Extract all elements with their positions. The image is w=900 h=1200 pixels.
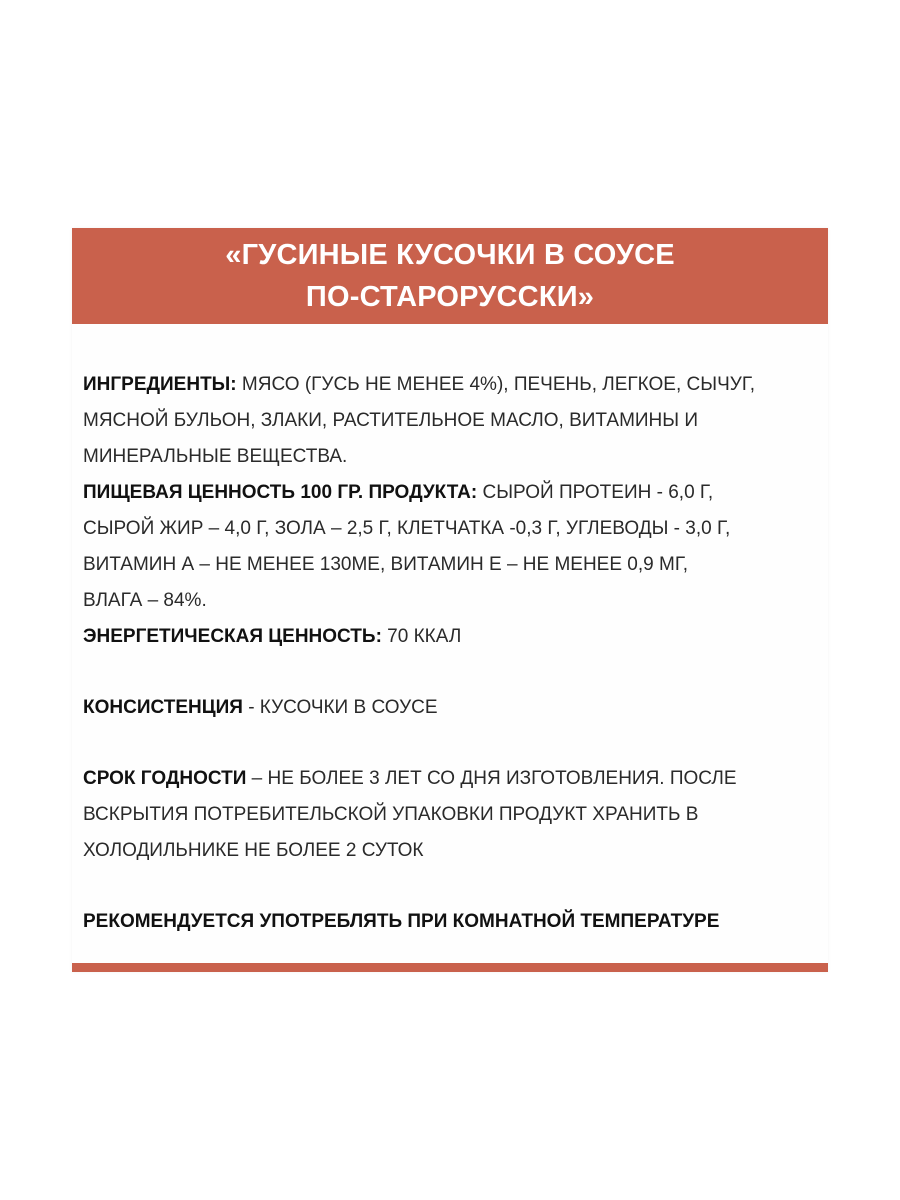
shelf-life-text-1: – НЕ БОЛЕЕ 3 ЛЕТ СО ДНЯ ИЗГОТОВЛЕНИЯ. ПОСЛЕ [246, 768, 737, 789]
product-info-card [72, 228, 828, 972]
consistency-value: - КУСОЧКИ В СОУСЕ [242, 697, 438, 718]
energy-label: ЭНЕРГЕТИЧЕСКАЯ ЦЕННОСТЬ: [83, 626, 382, 647]
shelf-life-line-1 [83, 761, 823, 797]
bottom-accent-bar [72, 963, 828, 972]
nutrition-text-1: СЫРОЙ ПРОТЕИН - 6,0 Г, [477, 482, 714, 503]
product-description [83, 367, 823, 940]
nutrition-line-1 [83, 475, 823, 511]
shelf-life-line-2: ВСКРЫТИЯ ПОТРЕБИТЕЛЬСКОЙ УПАКОВКИ ПРОДУКТ ХРАНИТЬ В [83, 804, 699, 825]
nutrition-line-4: ВЛАГА – 84%. [83, 590, 207, 611]
consistency-label: КОНСИСТЕНЦИЯ [83, 697, 243, 718]
nutrition-line-3: ВИТАМИН А – НЕ МЕНЕЕ 130МЕ, ВИТАМИН Е – НЕ МЕНЕЕ 0,9 МГ, [83, 554, 689, 575]
ingredients-line-2: МЯСНОЙ БУЛЬОН, ЗЛАКИ, РАСТИТЕЛЬНОЕ МАСЛО, ВИТАМИНЫ И [83, 410, 699, 431]
ingredients-line-3: МИНЕРАЛЬНЫЕ ВЕЩЕСТВА. [83, 446, 348, 467]
title-line-2: ПО-СТАРОРУССКИ» [305, 281, 595, 313]
nutrition-line-2: СЫРОЙ ЖИР – 4,0 Г, ЗОЛА – 2,5 Г, КЛЕТЧАТКА -0,3 Г, УГЛЕВОДЫ - 3,0 Г, [83, 518, 731, 539]
title-line-1: «ГУСИНЫЕ КУСОЧКИ В СОУСЕ [225, 239, 675, 271]
spacer [83, 655, 823, 690]
nutrition-label: ПИЩЕВАЯ ЦЕННОСТЬ 100 ГР. ПРОДУКТА: [83, 482, 478, 503]
ingredients-label: ИНГРЕДИЕНТЫ: [83, 374, 237, 395]
ingredients-line-1 [83, 367, 823, 403]
ingredients-text-1: МЯСО (ГУСЬ НЕ МЕНЕЕ 4%), ПЕЧЕНЬ, ЛЕГКОЕ, СЫЧУГ, [236, 374, 756, 395]
energy-value: 70 ККАЛ [381, 626, 462, 647]
consistency-line [83, 690, 823, 726]
title-banner [72, 228, 828, 324]
energy-line [83, 619, 823, 655]
spacer [83, 726, 823, 761]
shelf-life-line-3: ХОЛОДИЛЬНИКЕ НЕ БОЛЕЕ 2 СУТОК [83, 840, 424, 861]
shelf-life-label: СРОК ГОДНОСТИ [83, 768, 247, 789]
recommendation-text: РЕКОМЕНДУЕТСЯ УПОТРЕБЛЯТЬ ПРИ КОМНАТНОЙ ТЕМПЕРАТУРЕ [83, 911, 720, 932]
spacer [83, 869, 823, 904]
